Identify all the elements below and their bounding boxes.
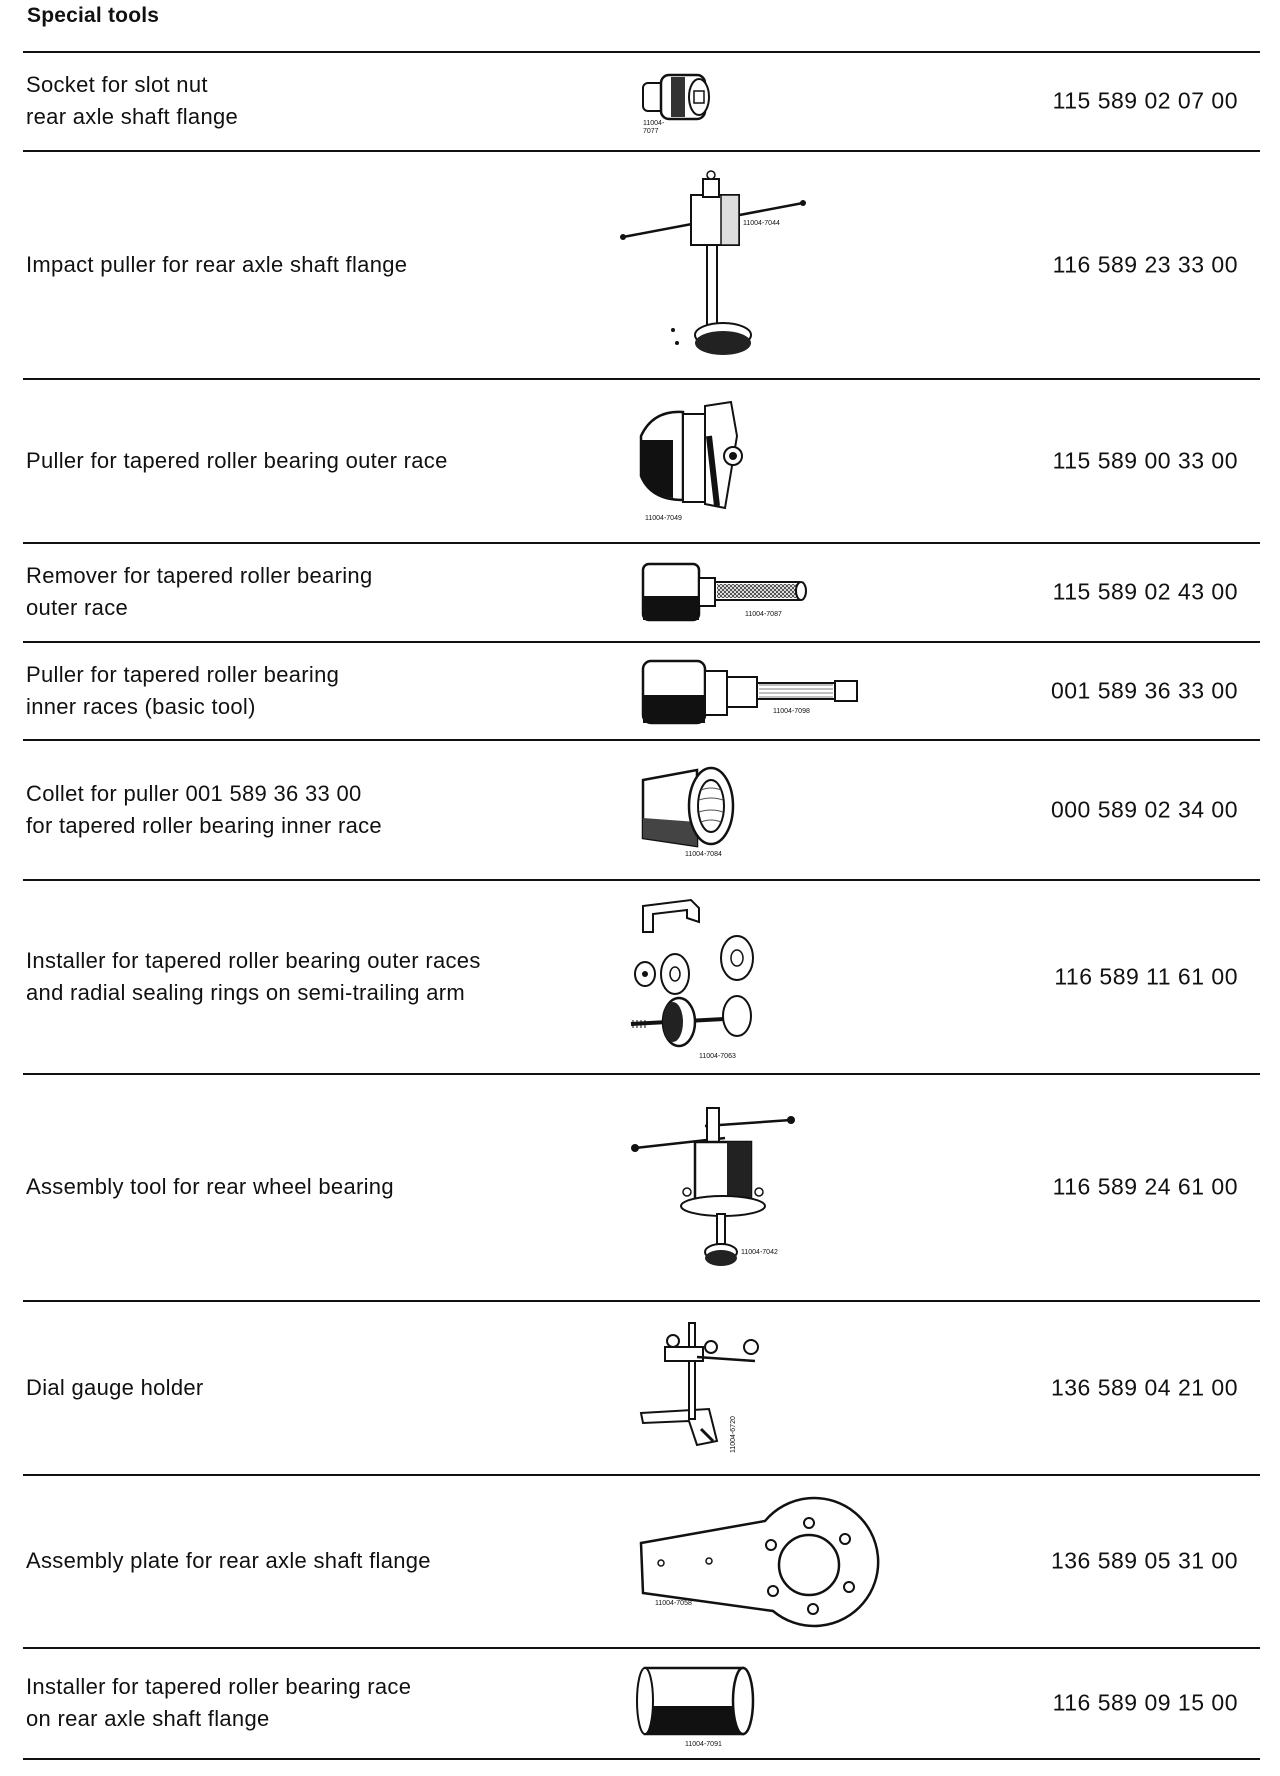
tool-row (23, 151, 1260, 378)
tool-description: Socket for slot nut rear axle shaft flange (26, 72, 239, 129)
tool-row (23, 379, 1260, 542)
tool-row (23, 642, 1260, 739)
outer-race-puller-icon (613, 396, 763, 526)
dial-gauge-holder-icon (613, 1313, 783, 1463)
tool-description: Assembly tool for rear wheel bearing (26, 1174, 394, 1199)
installer-set-icon (613, 892, 783, 1062)
tool-description: Puller for tapered roller bearing inner races (basic tool) (26, 661, 340, 719)
tool-row (23, 52, 1260, 150)
part-number: 116 589 09 15 00 (1052, 1689, 1238, 1716)
inner-race-puller-icon (613, 651, 873, 731)
figure-ref: 11004-7087 (745, 611, 782, 618)
tool-row (23, 1648, 1260, 1758)
part-number: 136 589 04 21 00 (1050, 1374, 1238, 1400)
part-number: 136 589 05 31 00 (1050, 1547, 1238, 1574)
part-number: 116 589 11 61 00 (1054, 963, 1238, 989)
figure-ref: 11004-7098 (773, 707, 810, 715)
tool-description: Dial gauge holder (26, 1374, 204, 1400)
figure-ref: 11004-6720 (730, 1415, 737, 1453)
tool-row (23, 740, 1260, 879)
tool-row (23, 1074, 1260, 1300)
collet-icon (613, 760, 763, 860)
part-number: 115 589 00 33 00 (1052, 447, 1238, 473)
tool-row (23, 1475, 1260, 1647)
assembly-plate-icon (613, 1491, 883, 1631)
part-number: 115 589 02 07 00 (1052, 87, 1238, 114)
socket-tool-icon (613, 61, 763, 141)
assembly-tool-icon (613, 1102, 813, 1272)
page-title: Special tools (27, 4, 160, 27)
impact-puller-icon (613, 165, 813, 365)
tool-row (23, 880, 1260, 1073)
divider (23, 1758, 1260, 1760)
tool-description: Assembly plate for rear axle shaft flange (26, 1548, 431, 1573)
figure-ref: 11004-7044 (743, 219, 780, 227)
figure-ref: 11004-7063 (699, 1052, 736, 1060)
part-number: 001 589 36 33 00 (1050, 677, 1238, 703)
tool-description: Installer for tapered roller bearing outer races and radial sealing rings on semi-trailing arm (26, 947, 481, 1005)
tool-description: Remover for tapered roller bearing outer race (26, 563, 373, 620)
part-number: 116 589 23 33 00 (1052, 251, 1238, 277)
figure-ref: 11004-7077 (643, 120, 665, 135)
figure-ref: 11004-7058 (655, 1600, 692, 1607)
tool-description: Installer for tapered roller bearing race on rear axle shaft flange (26, 1674, 412, 1731)
figure-ref: 11004-7084 (685, 850, 722, 858)
part-number: 000 589 02 34 00 (1050, 796, 1238, 822)
figure-ref: 11004-7091 (685, 1741, 722, 1748)
tool-description: Puller for tapered roller bearing outer race (26, 447, 448, 473)
remover-tool-icon (613, 552, 833, 632)
part-number: 115 589 02 43 00 (1052, 578, 1238, 605)
tool-row (23, 1301, 1260, 1474)
tool-description: Impact puller for rear axle shaft flange (26, 251, 408, 277)
part-number: 116 589 24 61 00 (1052, 1173, 1238, 1200)
figure-ref: 11004-7042 (741, 1249, 778, 1256)
race-installer-icon (613, 1658, 783, 1748)
tool-description: Collet for puller 001 589 36 33 00 for tapered roller bearing inner race (26, 780, 382, 838)
figure-ref: 11004-7049 (645, 514, 682, 522)
tool-row (23, 543, 1260, 641)
